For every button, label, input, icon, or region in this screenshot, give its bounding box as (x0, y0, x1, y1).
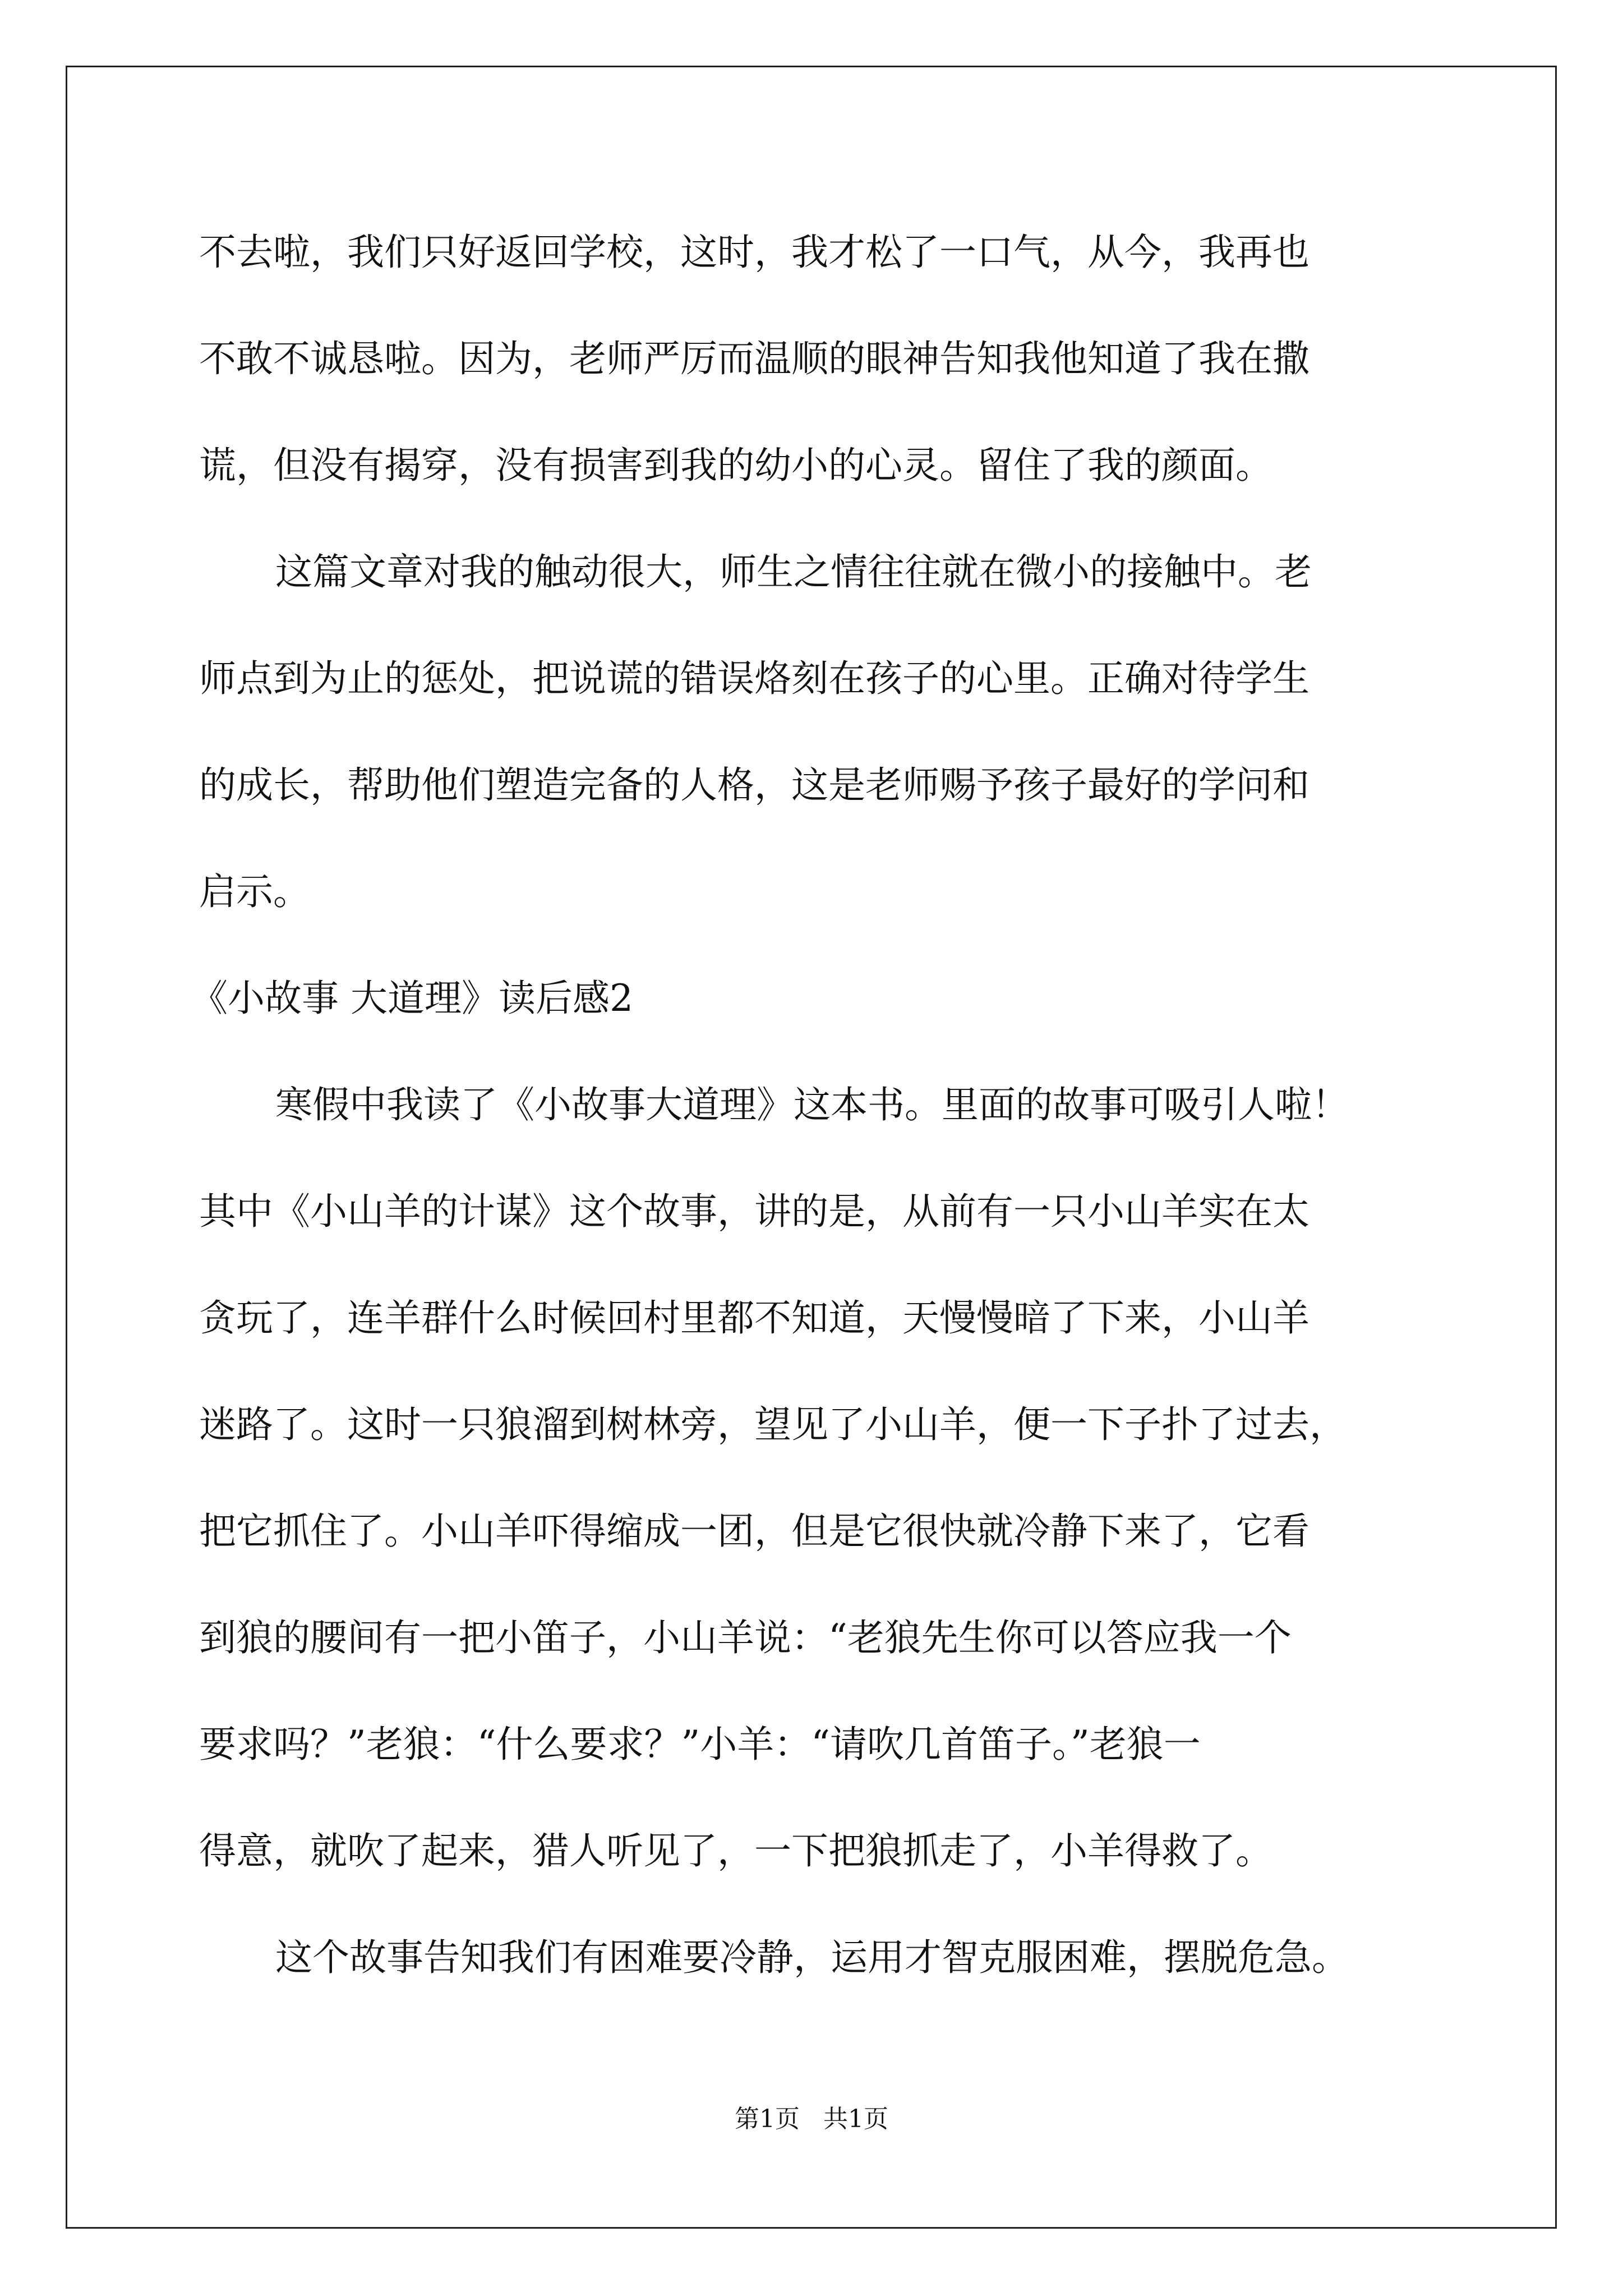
text-line: 迷路了。这时一只狼溜到树林旁，望见了小山羊，便一下子扑了过去， (199, 1403, 1347, 1446)
text-line: 要求吗？”老狼：“什么要求？”小羊：“请吹几首笛子。”老狼一 (199, 1723, 1201, 1766)
text-line: 师点到为止的惩处，把说谎的错误烙刻在孩子的心里。正确对待学生 (199, 657, 1310, 700)
text-line: 的成长，帮助他们塑造完备的人格，这是老师赐予孩子最好的学问和 (199, 763, 1310, 807)
text-line: 启示。 (199, 870, 310, 913)
text-line: 不敢不诚恳啦。因为，老师严厉而温顺的眼神告知我他知道了我在撒 (199, 337, 1310, 380)
text-line: 其中《小山羊的计谋》这个故事，讲的是，从前有一只小山羊实在太 (199, 1190, 1310, 1233)
section-heading: 《小故事 大道理》读后感2 (191, 977, 633, 1020)
text-line: 这个故事告知我们有困难要冷静，运用才智克服困难，摆脱危急。 (275, 1936, 1349, 1979)
text-line: 不去啦，我们只好返回学校，这时，我才松了一口气，从今，我再也 (199, 231, 1310, 274)
text-line: 得意，就吹了起来，猎人听见了，一下把狼抓走了，小羊得救了。 (199, 1829, 1272, 1872)
document-body (191, 219, 1433, 2031)
text-line: 谎，但没有揭穿，没有损害到我的幼小的心灵。留住了我的颜面。 (199, 444, 1272, 487)
text-line: 到狼的腰间有一把小笛子，小山羊说：“老狼先生你可以答应我一个 (199, 1616, 1292, 1659)
page-number-footer: 第1页 共1页 (735, 2105, 888, 2133)
text-line: 贪玩了，连羊群什么时候回村里都不知道，天慢慢暗了下来，小山羊 (199, 1296, 1310, 1340)
text-line: 这篇文章对我的触动很大，师生之情往往就在微小的接触中。老 (275, 550, 1312, 593)
text-line: 把它抓住了。小山羊吓得缩成一团，但是它很快就冷静下来了，它看 (199, 1510, 1310, 1553)
text-line: 寒假中我读了《小故事大道理》这本书。里面的故事可吸引人啦！ (275, 1083, 1349, 1126)
